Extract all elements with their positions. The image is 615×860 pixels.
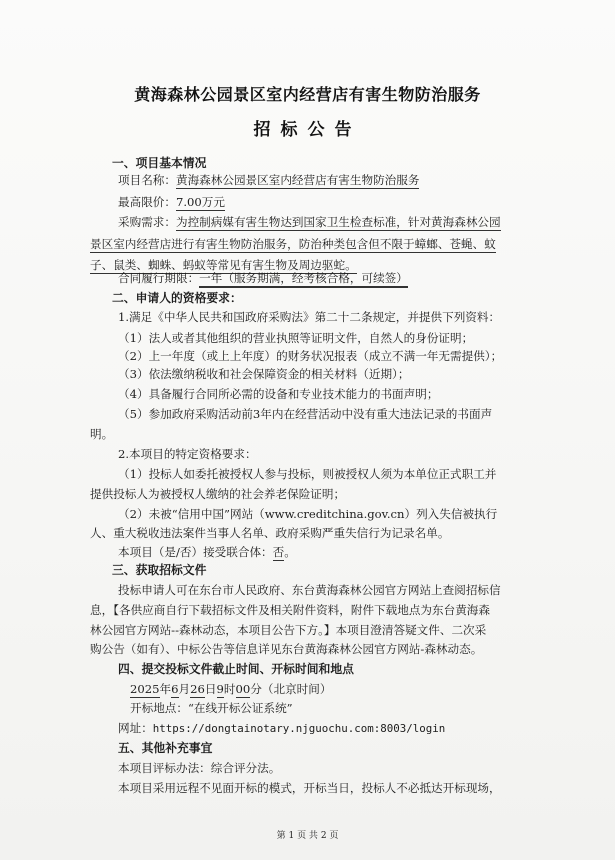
requirement-row-2 [0,236,615,252]
requirement-line-3: 子、鼠类、蜘蛛、蚂蚁等常见有害生物及周边驱蛇。 [90,258,357,272]
section-5-heading: 五、其他补充事宜 [118,741,213,755]
consortium-label: 本项目（是/否）接受联合体： [118,545,273,559]
obtain-doc-line-3: 林公园官方网站--森林动态，本项目公告下方。】本项目澄清答疑文件、二次采 [90,623,487,637]
section-3-heading: 三、获取招标文件 [112,563,207,577]
deadline-minute: 00 [235,682,251,696]
footer-prefix: 第 [276,831,286,841]
deadline-hour: 9 [216,682,224,696]
special-item-2-line-1: （2）未被“信用中国”网站（www.creditchina.gov.cn）列入失信被执行 [118,507,498,521]
section-4-heading: 四、提交投标文件截止时间、开标时间和地点 [118,662,354,676]
day-unit: 日 [204,682,217,696]
bid-location-value: “在线开标公证系统” [187,701,293,715]
consortium-end: 。 [284,545,296,559]
max-price-label: 最高限价： [118,195,176,209]
current-page-number: 1 [288,831,295,841]
qualification-item-4: （4）具备履行合同所必需的设备和专业技术能力的书面声明； [118,387,439,401]
qualification-p1: 1.满足《中华人民共和国政府采购法》第二十二条规定，并提供下列资料： [118,310,501,324]
max-price-row [0,194,615,210]
requirement-label: 采购需求： [118,215,176,229]
obtain-doc-line-1: 投标申请人可在东台市人民政府、东台黄海森林公园官方网站上查阅招标信 [118,583,501,597]
footer-mid: 页 共 [297,831,318,841]
deadline-timezone: （北京时间） [261,682,332,696]
year-unit: 年 [159,682,172,696]
deadline-row [0,681,615,697]
page-footer [0,828,615,841]
consortium-row [0,544,615,560]
url-row [0,720,615,737]
project-name-value: 黄海森林公园景区室内经营店有害生物防治服务 [175,173,420,187]
deadline-day: 26 [190,682,205,696]
requirement-line-2: 景区室内经营店进行有害生物防治服务，防治种类包含但不限于蟑螂、苍蝇、蚊 [90,237,496,251]
project-name-row [0,172,615,188]
deadline-month: 6 [171,682,179,696]
bid-location-row [0,700,615,716]
requirement-line-1: 为控制病媒有害生物达到国家卫生检查标准，针对黄海森林公园 [175,215,501,229]
contract-term-row [0,270,615,286]
hour-unit: 时 [223,682,236,696]
total-page-number: 2 [320,831,327,841]
qualification-item-2: （2）上一年度（或上上年度）的财务状况报表（成立不满一年无需提供）； [118,349,503,363]
remote-bidding-note: 本项目采用远程不见面开标的模式，开标当日，投标人不必抵达开标现场， [118,781,501,795]
qualification-item-5: （5）参加政府采购活动前3年内在经营活动中没有重大违法记录的书面声 [118,407,493,421]
qualification-item-3: （3）依法缴纳税收和社会保障资金的相关材料（近期）； [118,367,410,381]
project-name-label: 项目名称： [118,173,176,187]
contract-term-label: 合同履行期限： [118,271,200,285]
footer-suffix: 页 [329,831,339,841]
evaluation-method: 本项目评标办法：综合评分法。 [118,761,281,775]
special-item-1-line-2: 提供投标人为被授权人缴纳的社会养老保险证明； [90,487,346,501]
month-unit: 月 [178,682,191,696]
qualification-item-5-cont: 明。 [90,427,114,441]
requirement-row [0,214,615,230]
deadline-year: 2025 [130,682,160,696]
section-2-heading: 二、申请人的资格要求： [112,291,242,305]
bid-location-label: 开标地点： [130,701,188,715]
contract-term-value: 一年（服务期满，经考核合格，可续签） [199,271,408,288]
max-price-value: 7.00万元 [175,195,225,209]
document-subtitle: 招标公告 [253,120,362,140]
bid-url-link[interactable]: https://dongtainotary.njguochu.com:8003/login [152,722,446,735]
obtain-doc-line-4: 购公告（如有）、中标公告等信息详见东台黄海森林公园官方网站-森林动态。 [90,642,483,656]
document-title: 黄海森林公园景区室内经营店有害生物防治服务 [134,85,481,104]
qualification-item-1: （1）法人或者其他组织的营业执照等证明文件，自然人的身份证明； [118,331,474,345]
minute-unit: 分 [250,682,262,696]
special-item-2-line-2: 人、重大税收违法案件当事人名单、政府采购严重失信行为记录名单。 [90,526,450,540]
special-item-1-line-1: （1）投标人如委托被授权人参与投标，则被授权人须为本单位正式职工并 [118,467,497,481]
url-label: 网址： [118,721,153,735]
section-1-heading: 一、项目基本情况 [112,156,207,170]
obtain-doc-line-2: 息，【各供应商自行下载招标文件及相关附件资料，附件下载地点为东台黄海森 [90,603,490,617]
consortium-value: 否 [272,545,285,559]
special-requirements: 2.本项目的特定资格要求： [118,447,257,461]
